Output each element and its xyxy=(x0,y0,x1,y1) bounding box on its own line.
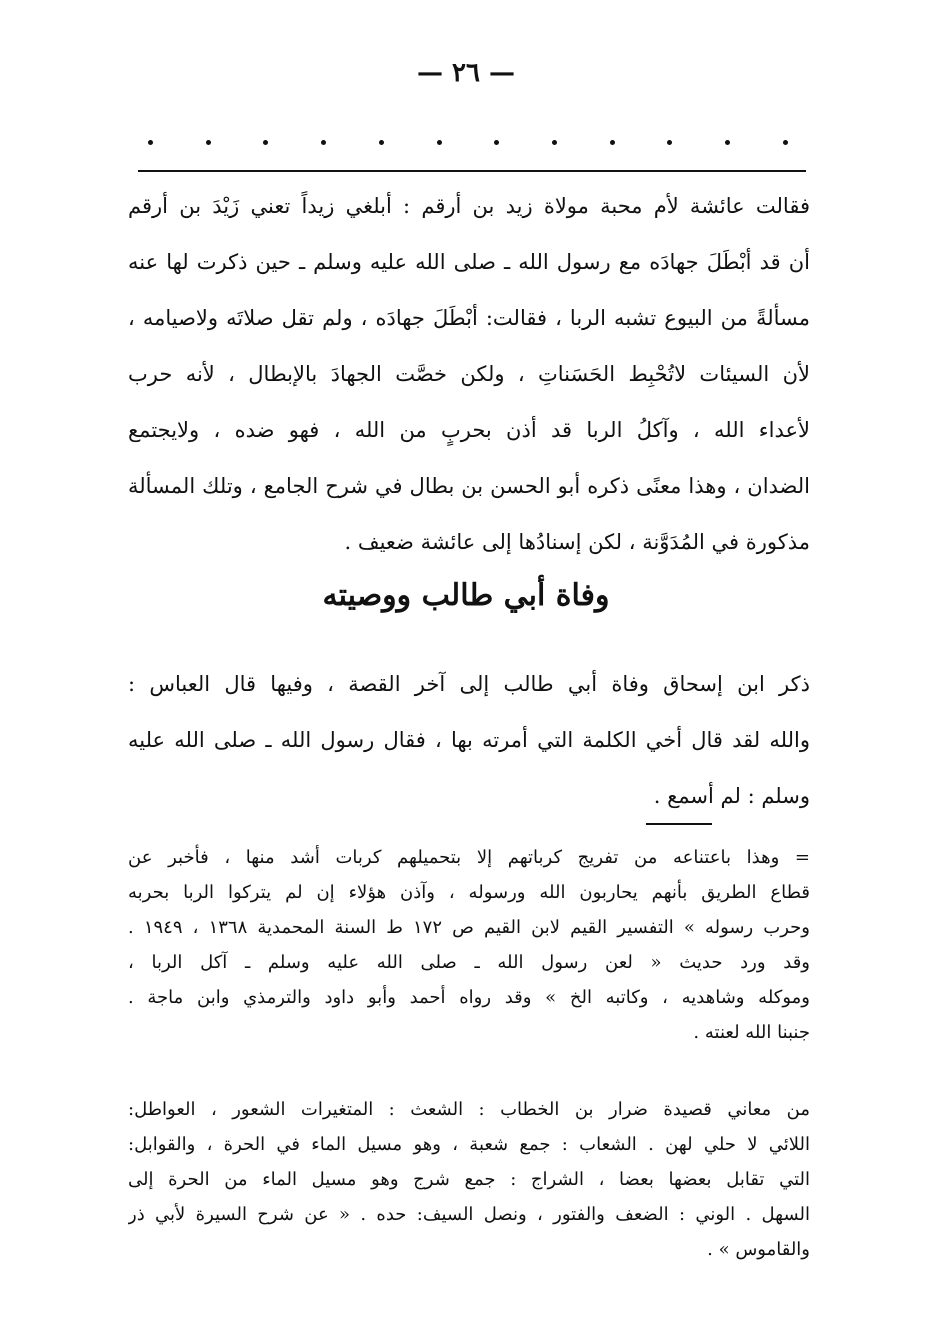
footnote-line: وقد ورد حديث « لعن رسول الله ـ صلى الله عليه وسلم ـ آكل الربا ، xyxy=(128,952,810,973)
paragraph-2 xyxy=(128,656,810,824)
text-line: مذكورة في المُدَوَّنة ، لكن إسنادُها إلى عائشة ضعيف . xyxy=(344,530,810,554)
text-line: فقالت عائشة لأم محبة مولاة زيد بن أرقم : أبلغي زيداً تعني زَيْدَ بن أرقم xyxy=(128,194,810,218)
page-number: — ٢٦ — xyxy=(416,58,516,88)
footnote-line: السهل . الوني : الضعف والفتور ، ونصل السيف: حده . « عن شرح السيرة لأبي ذر xyxy=(128,1204,810,1225)
dot xyxy=(379,140,384,145)
dot xyxy=(206,140,211,145)
dot xyxy=(263,140,268,145)
dot xyxy=(437,140,442,145)
text-line: لأن السيئات لاتُحْبِط الحَسَناتِ ، ولكن خصَّت الجهادَ بالإبطال ، لأنه حرب xyxy=(128,362,810,386)
text-line: مسألةً من البيوع تشبه الربا ، فقالت: أبْطَلَ جهادَه ، ولم تقل صلاتَه ولاصيامه ، xyxy=(128,306,810,330)
section-title: وفاة أبي طالب ووصيته xyxy=(322,578,610,613)
footnote-separator xyxy=(646,823,712,825)
footnote-line: وحرب رسوله » التفسير القيم لابن القيم ص ١٧٢ ط السنة المحمدية ١٣٦٨ ، ١٩٤٩ . xyxy=(128,917,810,938)
text-line: والله لقد قال أخي الكلمة التي أمرته بها ، فقال رسول الله ـ صلى الله عليه xyxy=(128,728,810,752)
text-line: لأعداء الله ، وآكلُ الربا قد أذن بحربٍ من الله ، فهو ضده ، ولايجتمع xyxy=(128,418,810,442)
footnote-line: اللائي لا حلي لهن . الشعاب : جمع شعبة ، وهو مسيل الماء في الحرة ، والقوابل: xyxy=(128,1134,810,1155)
paragraph-1 xyxy=(128,178,810,570)
footnote-line: = وهذا باعتناعه من تفريج كرباتهم إلا بتحميلهم كربات أشد منها ، فأخبر عن xyxy=(128,847,810,868)
dot xyxy=(610,140,615,145)
text-line: أن قد أبْطَلَ جهادَه مع رسول الله ـ صلى الله عليه وسلم ـ حين ذكرت لها عنه xyxy=(128,250,810,274)
header-rule xyxy=(138,170,806,172)
dot xyxy=(148,140,153,145)
dot xyxy=(321,140,326,145)
footnote-line: والقاموس » . xyxy=(707,1239,810,1260)
dot xyxy=(667,140,672,145)
footnote-line: التي تقابل بعضها بعضا ، الشراج : جمع شرج وهو مسيل الماء من الحرة إلى xyxy=(128,1169,810,1190)
text-line: ذكر ابن إسحاق وفاة أبي طالب إلى آخر القصة ، وفيها قال العباس : xyxy=(128,672,810,696)
text-line: الضدان ، وهذا معنًى ذكره أبو الحسن بن بطال في شرح الجامع ، وتلك المسألة xyxy=(128,474,810,498)
dot xyxy=(552,140,557,145)
footnote-line: من معاني قصيدة ضرار بن الخطاب : الشعث : المتغيرات الشعور ، العواطل: xyxy=(128,1099,810,1120)
text-line: وسلم : لم أسمع . xyxy=(653,784,810,808)
dot xyxy=(783,140,788,145)
footnote-line: قطاع الطريق بأنهم يحاربون الله ورسوله ، وآذن هؤلاء إن لم يتركوا الربا بحربه xyxy=(128,882,810,903)
dot xyxy=(494,140,499,145)
footnote-line: جنبنا الله لعنته . xyxy=(693,1022,810,1043)
decorative-dot-row xyxy=(148,140,788,145)
footnote-line: وموكله وشاهديه ، وكاتبه الخ » وقد رواه أحمد وأبو داود والترمذي وابن ماجة . xyxy=(128,987,810,1008)
footnote-1 xyxy=(128,840,810,1050)
dot xyxy=(725,140,730,145)
footnote-2 xyxy=(128,1092,810,1267)
